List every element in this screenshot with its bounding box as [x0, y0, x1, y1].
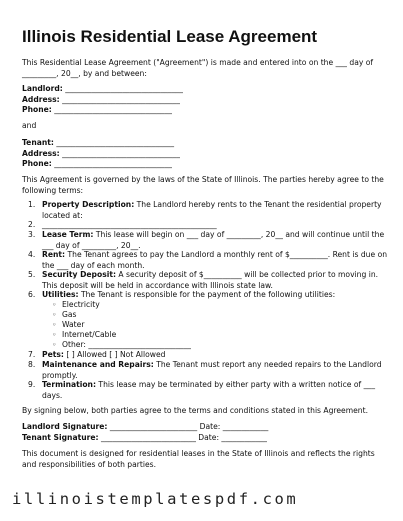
term-pets — [42, 350, 388, 361]
term-6-heading: Utilities: — [42, 290, 79, 299]
term-7-number: 7. — [28, 350, 36, 359]
term-property-description — [42, 200, 388, 221]
landlord-signature-line — [22, 422, 268, 433]
landlord-phone-line — [22, 105, 172, 116]
utility-other: Other: ___________________________ — [62, 340, 191, 349]
term-9-number: 9. — [28, 380, 36, 389]
landlord-phone-blank: _______________________________ — [54, 105, 172, 114]
tenant-address-line — [22, 149, 180, 160]
tenant-name-line — [22, 138, 174, 149]
term-7-heading: Pets: — [42, 350, 64, 359]
term-utilities — [42, 290, 388, 301]
term-2-blank: ______________________________________________ — [42, 220, 217, 229]
footer-website: illinoistemplatespdf.com — [12, 490, 299, 508]
bullet-icon: ◦ — [52, 310, 57, 319]
utility-water: Water — [62, 320, 85, 329]
document-title: Illinois Residential Lease Agreement — [22, 27, 318, 46]
term-4-text: The Tenant agrees to pay the Landlord a monthly rent of $__________. Rent is due on the ___ day of each month. — [42, 250, 390, 270]
tenant-signature-blank: _________________________ Date: ____________ — [98, 432, 267, 442]
term-3-number: 3. — [28, 230, 36, 239]
term-9-text: This lease may be terminated by either party with a written notice of ___ days. — [42, 380, 378, 400]
term-8-text: The Tenant must report any needed repairs to the Landlord promptly. — [42, 360, 384, 380]
landlord-name-line — [22, 84, 183, 95]
bullet-icon: ◦ — [52, 330, 57, 339]
tenant-address-label: Address: — [22, 148, 60, 158]
tenant-name-label: Tenant: — [22, 138, 54, 147]
utility-internet-cable: Internet/Cable — [62, 330, 117, 339]
landlord-address-line — [22, 95, 180, 106]
term-9-heading: Termination: — [42, 380, 97, 389]
term-8-number: 8. — [28, 360, 36, 369]
bullet-icon: ◦ — [52, 320, 57, 329]
closing-paragraph: This document is designed for residential leases in the State of Illinois and reflects the rights and responsibilities of both parties. — [22, 449, 378, 469]
term-maintenance — [42, 360, 388, 381]
term-security-deposit — [42, 270, 388, 291]
utility-electricity: Electricity — [62, 300, 100, 309]
bullet-icon: ◦ — [52, 340, 57, 349]
landlord-address-label: Address: — [22, 94, 60, 104]
term-4-number: 4. — [28, 250, 36, 259]
utility-gas: Gas — [62, 310, 77, 319]
term-6-number: 6. — [28, 290, 36, 299]
term-3-heading: Lease Term: — [42, 230, 94, 239]
term-3-text: This lease will begin on ___ day of _________, 20__ and will continue until the ___ day of _________, 20__. — [42, 230, 387, 250]
term-1-heading: Property Description: — [42, 200, 135, 209]
landlord-name-label: Landlord: — [22, 84, 63, 93]
landlord-signature-blank: _______________________ Date: ____________ — [107, 422, 269, 431]
term-5-number: 5. — [28, 270, 36, 279]
tenant-phone-label: Phone: — [22, 159, 52, 168]
term-5-text: A security deposit of $__________ will be collected prior to moving in. This deposit will be held in accordance with Illinois state law. — [42, 270, 381, 290]
term-2-number: 2. — [28, 220, 36, 229]
term-7-text: [ ] Allowed [ ] Not Allowed — [63, 350, 166, 359]
term-termination — [42, 380, 388, 401]
tenant-address-blank: _______________________________ — [62, 148, 180, 158]
landlord-address-blank: _______________________________ — [62, 94, 180, 104]
governing-paragraph: This Agreement is governed by the laws of the State of Illinois. The parties hereby agree to the following terms: — [22, 175, 387, 195]
term-6-text: The Tenant is responsible for the payment of the following utilities: — [78, 290, 336, 299]
term-lease-term — [42, 230, 388, 251]
term-8-heading: Maintenance and Repairs: — [42, 360, 154, 369]
tenant-phone-blank: _______________________________ — [54, 159, 172, 168]
landlord-phone-label: Phone: — [22, 105, 52, 114]
tenant-signature-label: Tenant Signature: — [22, 432, 99, 442]
tenant-name-blank: _______________________________ — [56, 138, 175, 147]
landlord-name-blank: _______________________________ — [65, 84, 183, 93]
tenant-phone-line — [22, 159, 172, 170]
term-5-heading: Security Deposit: — [42, 270, 116, 279]
and-text: and — [22, 121, 37, 130]
term-1-text: The Landlord hereby rents to the Tenant the residential property located at: — [42, 200, 384, 220]
intro-paragraph: This Residential Lease Agreement ("Agreement") is made and entered into on the ___ day of _________, 20__, by and between: — [22, 58, 376, 78]
landlord-signature-label: Landlord Signature: — [22, 422, 108, 431]
term-4-heading: Rent: — [42, 250, 66, 259]
term-rent — [42, 250, 388, 271]
signing-intro: By signing below, both parties agree to the terms and conditions stated in this Agreement. — [22, 406, 369, 415]
bullet-icon: ◦ — [52, 300, 57, 309]
term-1-number: 1. — [28, 200, 36, 209]
tenant-signature-line — [22, 433, 267, 444]
